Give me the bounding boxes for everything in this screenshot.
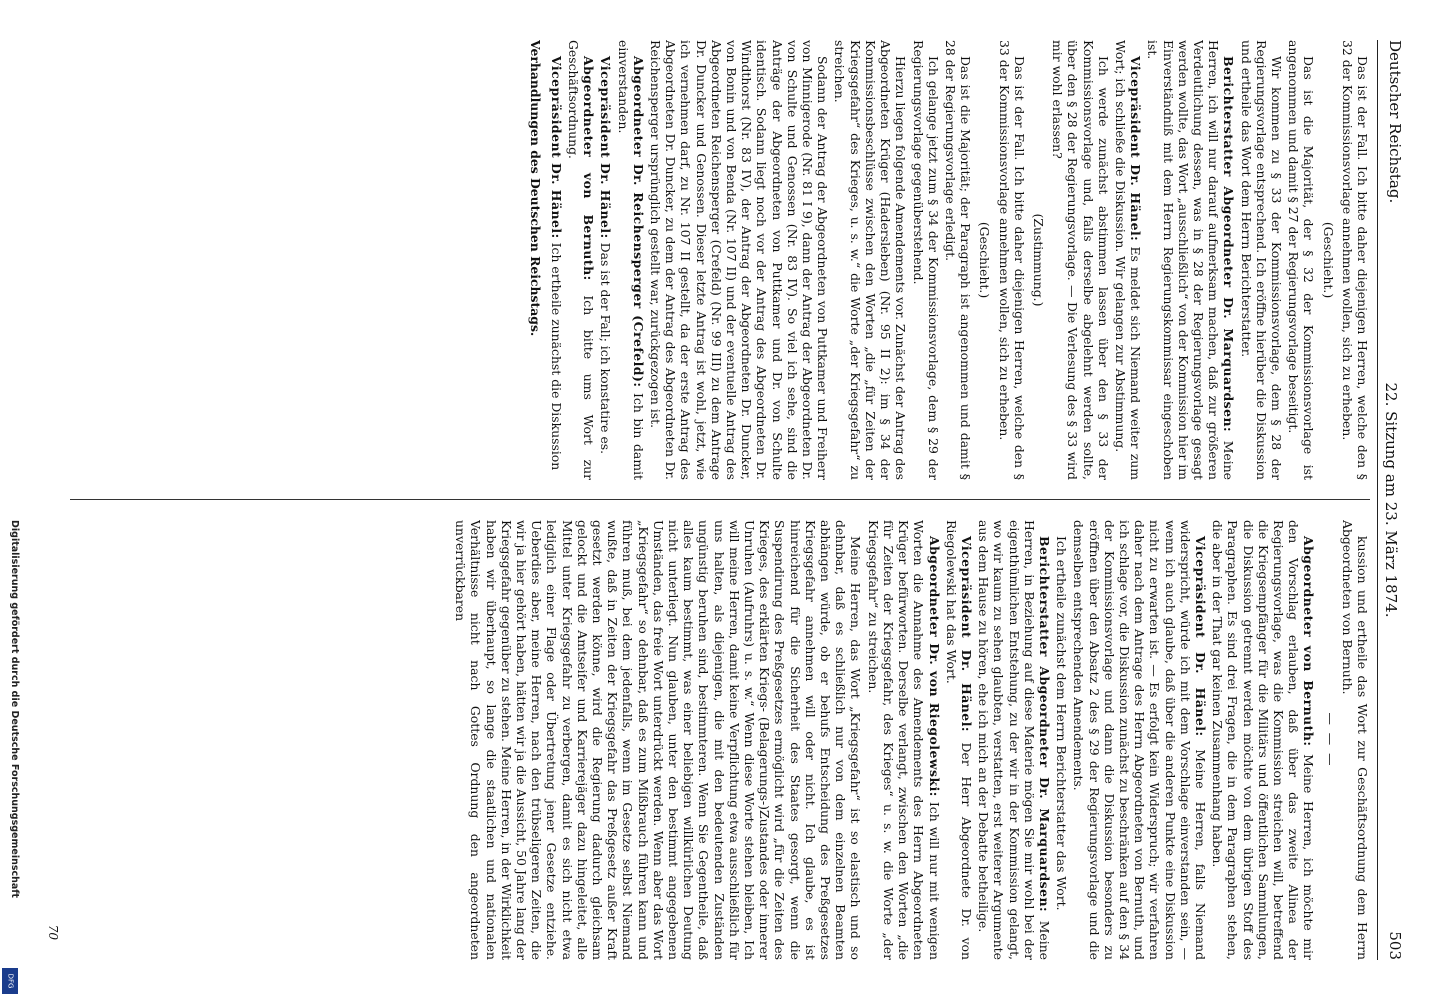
- speech-text: Meine Herren, falls Niemand widerspricht, würde ich mit dem Vorschlage einverstanden sein, — wenn ich auch glaube, daß über die anderen Punkte eine Diskussion nicht zu erwarten ist. — Es erfolgt kein Widerspruch; wir verfahren daher nach dem Antrage des Herrn Abgeordneten von Bernuth, und ich schlage vor, die Diskussion zunächst zu beschränken auf den § 34 der Kommissionsvorlage und dann die Diskussion besonders zu eröffnen über den Absatz 2 des § 29 der Regierungsvorlage und die demselben entsprechenden Amendements.: [1071, 520, 1208, 960]
- logo-text: DFG: [6, 973, 14, 989]
- body-paragraph: kussion und ertheile das Wort zur Geschäftsordnung dem Herrn Abgeordneten von Bernuth.: [1339, 520, 1370, 960]
- body-paragraph: Das ist die Majorität, der § 32 der Kommissionsvorlage ist angenommen und damit § 27 der Regierungsvorlage beseitigt.: [1286, 40, 1317, 480]
- body-paragraph: Ich ertheile zunächst dem Herrn Berichterstatter das Wort.: [1054, 536, 1070, 911]
- body-paragraph: Ich werde zunächst abstimmen lassen über den § 33 der Kommissionsvorlage und, falls derselbe abgelehnt werden sollte, über den § 28 der Regierungsvorlage. — Die Verlesung des § 33 wird mir wohl erlassen?: [1050, 40, 1111, 480]
- stage-direction: (Geschieht.): [977, 221, 993, 299]
- left-column: [60, 40, 1370, 480]
- speech-paragraph: [549, 40, 564, 480]
- digitization-credit: [2, 520, 20, 990]
- body-paragraph: Das ist der Fall. Ich bitte daher diejenigen Herren, welche den § 32 der Kommissionsvorlage annehmen wollen, sich zu erheben.: [1339, 40, 1370, 480]
- speech-paragraph: [944, 520, 974, 960]
- speech-text: Meine Herren, ich möchte mir den Vorschlag erlauben, daß über das zweite Alinea der Regierungsvorlage, was die Kommission streichen will, betreffend die Kriegsempfänger für die Militärs und öffentlichen Sammlungen, die Diskussion getrennt werden möchte von dem übrigen Stoff des Paragraphen. Es sind drei Fragen, die in dem Paragraphen stehen, die aber in der That gar keinen Zusammenhang haben.: [1210, 520, 1317, 960]
- page-number: 503: [1386, 931, 1404, 960]
- speech-text: Ich bin damit einverstanden.: [615, 40, 646, 480]
- speaker-name: Berichterstatter Abgeordneter Dr. Marquardsen:: [1036, 536, 1052, 913]
- speech-paragraph: [976, 520, 1052, 960]
- page-mark: 70: [46, 924, 60, 940]
- speech-paragraph: [1145, 40, 1236, 480]
- body-paragraph: Das ist die Majorität; der Paragraph ist angenommen und damit § 28 der Regierungsvorlage erledigt.: [942, 40, 974, 480]
- speaker-name: Abgeordneter Dr. von Riegolewski:: [926, 536, 942, 797]
- body-paragraph: Hierzu liegen folgende Amendements vor. Zunächst der Antrag des Abgeordneten Krüger (Hadersleben) (Nr. 95 II 2): im § 34 der Kommissionsbeschlüsse zwischen den Worten „die „für Zeiten der Kriegsgefahr“ des Krieges, u. s. w.“ die Worte „der Kriegsgefahr“ zu streichen.: [832, 40, 909, 480]
- body-paragraph: Ich gelange jetzt zum § 34 der Kommissionsvorlage, dem § 29 der Regierungsvorlage gegenüberstehend.: [910, 40, 941, 480]
- speech-text: Das ist der Fall; ich konstatire es.: [598, 238, 614, 455]
- dfg-logo-icon: [2, 968, 18, 994]
- speech-text: Ich ertheile zunächst die Diskussion: [548, 238, 564, 471]
- credit-text: Digitalisierung gefördert durch die Deutsche Forschungsgemeinschaft: [9, 520, 20, 898]
- column-divider: [70, 499, 1370, 500]
- speaker-name: Vicepräsident Dr. Hänel:: [958, 536, 974, 732]
- header-rule: [1377, 40, 1378, 960]
- header-title: Deutscher Reichstag.: [1386, 40, 1404, 204]
- speech-paragraph: [566, 40, 596, 480]
- document-page: [32, 0, 1432, 1000]
- stage-direction: (Zustimmung.): [1030, 213, 1046, 307]
- stage-direction: (Geschieht.): [1320, 221, 1336, 299]
- speaker-name: Abgeordneter von Bernuth:: [581, 56, 597, 281]
- speaker-name: Vicepräsident Dr. Hänel:: [1192, 536, 1208, 737]
- speech-text: Meine Herren, ich will nur darauf aufmerksam machen, daß zur größeren Verdeutlichung dessen, was in § 28 der Regierungsvorlage gesagt werden wollte, das Wort „ausschließlich“ von der Kommission hier im Einverständniß mit dem Herrn Regierungskommissar eingeschoben ist.: [1145, 40, 1237, 480]
- separator: — — —: [1322, 712, 1338, 768]
- body-paragraph: Meine Herren, das Wort „Kriegsgefahr“ ist so elastisch und so dehnbar, daß es schließlich nur von dem einzelnen Beamten abhängen würde, ob er behufs Entscheidung des Preßgesetzes Kriegsgefahr annehmen will oder nicht. Ich glaube, es ist hinreichend für die Sicherheit des Staates gesorgt, wenn die Suspendirung des Preßgesetzes ermöglicht wird „für die Zeiten des Krieges, des erklärten Kriegs- (Belagerungs-)Zustandes oder innerer Unruhen (Aufruhrs) u. s. w.“ Wenn diese Worte stehen bleiben, Ich will meine Herren, damit keine Verpflichtung etwa ausschließlich für uns halten, als diejenigen, die mit den bedeutenden Zuständen ungünstig beruhen sind, bestimmteren. Wenn Sie Gegentheile, daß alles kaum bestimmt, was einer beliebigen willkürlichen Deutung nicht unterliegt. Nun glauben, unter den bestimmt angegebenen Umständen, das freie Wort unterdrückt werden. Wenn aber das Wort „Kriegsgefahr“ so dehnbar, daß es zum Mißbrauch führen kann und führen muß, bei dem jedenfalls, wenn im Gesetze selbst Niemand wußte, daß in Zeiten der Kriegsgefahr das Preßgesetz außer Kraft gesetzt werden könne, wird die Regierung dadurch gleichsam gelockt und die Amtseifer und Karrierejäger dazu hingeleitet, alle Mittel unter Kriegsgefahr zu verbergen, damit es sich nicht etwa lediglich einer Flage oder Übertretung jener Gesetze entziehe. Ueberdies aber, meine Herren, nach den trübseligeren Zeiten, die wir ja hier gehört haben, hätten wir ja die Aussicht, 50 Jahre lang der Kriegsgefahr gegenüber zu stehen. Meine Herren, in der Wirklichkeit haben wir überhaupt, so lange die staatlichen und nationalen Verhältnisse nicht nach Gottes Ordnung den angeordneten unverrückbaren: [453, 520, 864, 960]
- speech-text: Es meldet sich Niemand weiter zum Wort; ich schließe die Diskussion. Wir gelangen zur Abstimmung.: [1112, 40, 1144, 480]
- speech-paragraph: [1071, 520, 1208, 960]
- header-session: 22. Sitzung am 23. März 1874.: [1382, 382, 1400, 618]
- speaker-name: Vicepräsident Dr. Hänel:: [548, 56, 564, 239]
- speaker-name: Vicepräsident Dr. Hänel:: [598, 56, 614, 239]
- running-header: [1378, 40, 1404, 960]
- speaker-name: Vicepräsident Dr. Hänel:: [1128, 56, 1144, 242]
- body-paragraph: Das ist der Fall. Ich bitte daher diejenigen Herren, welche den § 33 der Kommissionsvorlage annehmen wollen, sich zu erheben.: [996, 40, 1027, 480]
- speech-paragraph: [1210, 520, 1316, 960]
- speaker-name: Abgeordneter von Bernuth:: [1301, 536, 1317, 747]
- speech-paragraph: [615, 40, 645, 480]
- footer-line: Verhandlungen des Deutschen Reichstags.: [527, 40, 543, 337]
- speech-paragraph: [1113, 40, 1143, 480]
- speech-paragraph: [598, 40, 613, 480]
- speaker-name: Berichterstatter Abgeordneter Dr. Marquardsen:: [1221, 56, 1237, 433]
- speaker-name: Abgeordneter Dr. Reichensperger (Crefeld):: [630, 56, 646, 388]
- right-column: [60, 520, 1370, 960]
- speech-paragraph: [866, 520, 942, 960]
- speech-text: Der Herr Abgeordnete Dr. von Riegolewski hat das Wort.: [943, 520, 974, 960]
- speech-text: Ich will nur mit wenigen Worten die Annahme des Amendements des Herrn Abgeordneten Krüger befürworten. Derselbe verlangt, zwischen den Worten „die für Zeiten der Kriegsgefahr, des Krieges“ u. s. w. die Worte „der Kriegsgefahr“ zu streichen.: [865, 520, 942, 960]
- body-paragraph: Sodann der Antrag der Abgeordneten von Puttkamer und Freiherr von Minnigerode (Nr. 81 I 9), dann der Antrag der Abgeordneten Dr. von Schulte und Genossen (Nr. 83 IV). So viel ich sehe, sind die Anträge der Abgeordneten von Puttkamer und Dr. von Schulte identisch. Sodann liegt noch vor der Antrag des Abgeordneten Dr. Windthorst (Nr. 83 IV), der Antrag der Abgeordneten Dr. Duncker, von Bonin und von Benda (Nr. 107 II) und der eventuelle Antrag des Abgeordneten Reichensperger (Crefeld) (Nr. 99 III) zu dem Antrage Dr. Duncker und Genossen. Dieser letzte Antrag ist wohl, jetzt, wie ich vernehmen darf, zu Nr. 107 II gestellt, da der erste Antrag des Abgeordneten Dr. Duncker, zu dem der Antrag des Abgeordneten Dr. Reichensperger ursprünglich gestellt war, zurückgezogen ist.: [648, 40, 831, 480]
- speech-text: Ich bitte ums Wort zur Geschäftsordnung.: [566, 40, 597, 480]
- speech-text: Meine Herren, in Beziehung auf diese Materie mögen Sie mir wohl bei der eigenthümlichen Entstehung, zu der wir in der Kommission gelangt, wo wir kaum zu sehen glaubten, verstatten, erst weiterer Argumente aus dem Hause zu hören, ehe ich mich an der Debatte betheilige.: [976, 520, 1052, 960]
- body-paragraph: Wir kommen zu § 33 der Kommissionsvorlage, dem § 28 der Regierungsvorlage entsprechend. Ich eröffne hierüber die Diskussion und ertheile das Wort dem Herrn Berichterstatter.: [1238, 40, 1284, 480]
